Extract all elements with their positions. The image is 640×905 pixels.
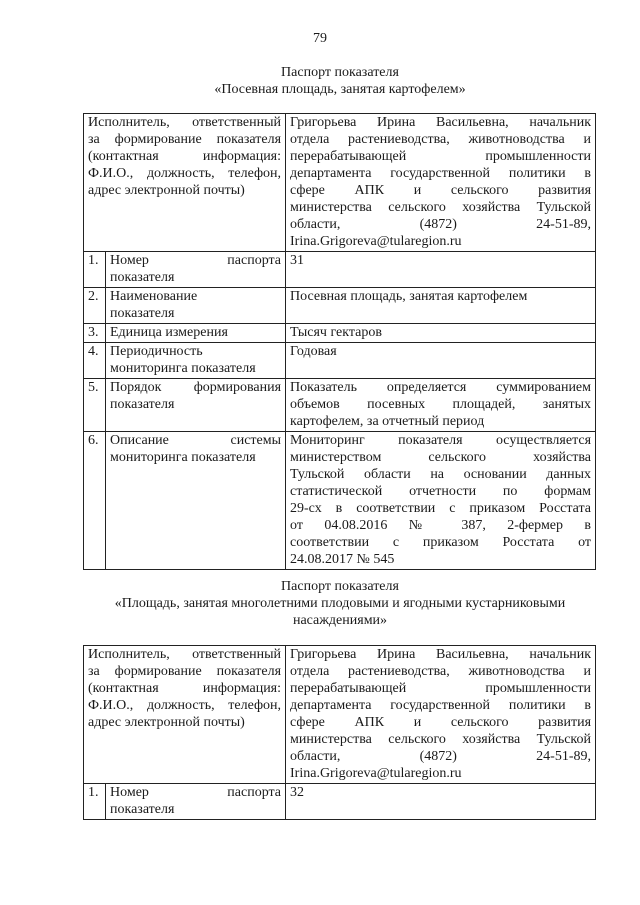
executor-label-line: за формирование показателя	[88, 664, 282, 679]
executor-value-line: перерабатывающей промышленности	[290, 149, 592, 164]
passport-1-table	[83, 113, 596, 570]
row-value	[286, 252, 596, 288]
table-row	[84, 432, 596, 570]
row-value-line: Показатель определяется суммированием	[290, 380, 592, 395]
executor-row	[84, 114, 596, 252]
row-label-line: показателя	[110, 270, 175, 285]
row-label-line: показателя	[110, 306, 175, 321]
table-row	[84, 324, 596, 343]
executor-label-line: Ф.И.О., должность, телефон,	[88, 166, 282, 181]
executor-row	[84, 646, 596, 784]
row-value-line: Мониторинг показателя осуществляется	[290, 433, 592, 448]
row-value-line: 29-сх в соответствии с приказом Росстата	[290, 501, 592, 516]
executor-label	[84, 646, 286, 784]
row-label-line: Номер паспорта	[110, 785, 282, 800]
table-row	[84, 784, 596, 820]
passport-2-heading-title: Паспорт показателя	[281, 579, 399, 594]
row-value-line: 32	[290, 785, 305, 800]
row-value	[286, 288, 596, 324]
row-label	[106, 324, 286, 343]
row-label	[106, 432, 286, 570]
executor-label-line: Исполнитель, ответственный	[88, 647, 282, 662]
row-label-line: Описание системы	[110, 433, 282, 448]
row-value	[286, 379, 596, 432]
row-value-line: соответствии с приказом Росстата от	[290, 535, 592, 550]
row-value-line: Годовая	[290, 344, 337, 359]
row-value-line: статистической отчетности по формам	[290, 484, 592, 499]
executor-value-line: сфере АПК и сельского развития	[290, 715, 592, 730]
executor-label	[84, 114, 286, 252]
row-value-line: Тульской области на основании данных	[290, 467, 592, 482]
table-row	[84, 252, 596, 288]
executor-value-line: перерабатывающей промышленности	[290, 681, 592, 696]
row-value-line: от 04.08.2016 № 387, 2-фермер в	[290, 518, 592, 533]
row-value-line: 31	[290, 253, 305, 268]
executor-value	[286, 114, 596, 252]
row-number: 5.	[84, 379, 106, 432]
passport-2-heading-name-line1: «Площадь, занятая многолетними плодовыми и ягодными кустарниковыми	[114, 596, 566, 611]
row-value-line: картофелем, за отчетный период	[290, 414, 485, 429]
executor-value-line: области, (4872) 24-51-89,	[290, 217, 592, 232]
row-label	[106, 343, 286, 379]
executor-label-line: (контактная информация:	[88, 149, 282, 164]
executor-label-line: за формирование показателя	[88, 132, 282, 147]
row-label-line: Порядок формирования	[110, 380, 282, 395]
executor-value-line: министерства сельского хозяйства Тульской	[290, 200, 592, 215]
row-label-line: мониторинга показателя	[110, 450, 256, 465]
executor-value-line: Григорьева Ирина Васильевна, начальник	[290, 647, 592, 662]
executor-label-line: Ф.И.О., должность, телефон,	[88, 698, 282, 713]
row-value-line: Посевная площадь, занятая картофелем	[290, 289, 528, 304]
row-number: 3.	[84, 324, 106, 343]
row-value	[286, 784, 596, 820]
row-label-line: Номер паспорта	[110, 253, 282, 268]
executor-value-line: сфере АПК и сельского развития	[290, 183, 592, 198]
row-label-line: показателя	[110, 802, 175, 817]
row-value	[286, 432, 596, 570]
row-value-line: 24.08.2017 № 545	[290, 552, 395, 567]
passport-2-table	[83, 645, 596, 820]
executor-value-line: Irina.Grigoreva@tularegion.ru	[290, 766, 462, 781]
page-number: 79	[313, 31, 327, 46]
executor-value-line: отдела растениеводства, животноводства и	[290, 664, 592, 679]
executor-label-line: (контактная информация:	[88, 681, 282, 696]
executor-value-line: департамента государственной политики в	[290, 698, 592, 713]
row-label-line: Единица измерения	[110, 325, 228, 340]
row-label	[106, 252, 286, 288]
executor-value-line: Irina.Grigoreva@tularegion.ru	[290, 234, 462, 249]
executor-value-line: области, (4872) 24-51-89,	[290, 749, 592, 764]
executor-value-line: департамента государственной политики в	[290, 166, 592, 181]
passport-2-heading	[60, 578, 620, 629]
row-number: 1.	[84, 784, 106, 820]
row-value	[286, 343, 596, 379]
passport-2-heading-name-line2: насаждениями»	[292, 613, 388, 628]
executor-label-line: адрес электронной почты)	[88, 183, 245, 198]
row-number: 4.	[84, 343, 106, 379]
row-label-line: показателя	[110, 397, 175, 412]
table-row	[84, 379, 596, 432]
executor-value-line: Григорьева Ирина Васильевна, начальник	[290, 115, 592, 130]
row-label-line: Наименование	[110, 289, 198, 304]
row-value	[286, 324, 596, 343]
passport-1-heading-name: «Посевная площадь, занятая картофелем»	[214, 82, 466, 97]
passport-1-heading	[60, 64, 620, 98]
row-label-line: мониторинга показателя	[110, 361, 256, 376]
row-label	[106, 379, 286, 432]
row-number: 2.	[84, 288, 106, 324]
row-value-line: объемов посевных площадей, занятых	[290, 397, 592, 412]
executor-value-line: отдела растениеводства, животноводства и	[290, 132, 592, 147]
executor-label-line: Исполнитель, ответственный	[88, 115, 282, 130]
row-label	[106, 288, 286, 324]
passport-1-heading-title: Паспорт показателя	[281, 65, 399, 80]
executor-value-line: министерства сельского хозяйства Тульской	[290, 732, 592, 747]
row-number: 6.	[84, 432, 106, 570]
row-number: 1.	[84, 252, 106, 288]
executor-label-line: адрес электронной почты)	[88, 715, 245, 730]
row-label-line: Периодичность	[110, 344, 203, 359]
row-value-line: министерством сельского хозяйства	[290, 450, 592, 465]
row-value-line: Тысяч гектаров	[290, 325, 382, 340]
table-row	[84, 343, 596, 379]
table-row	[84, 288, 596, 324]
row-label	[106, 784, 286, 820]
executor-value	[286, 646, 596, 784]
